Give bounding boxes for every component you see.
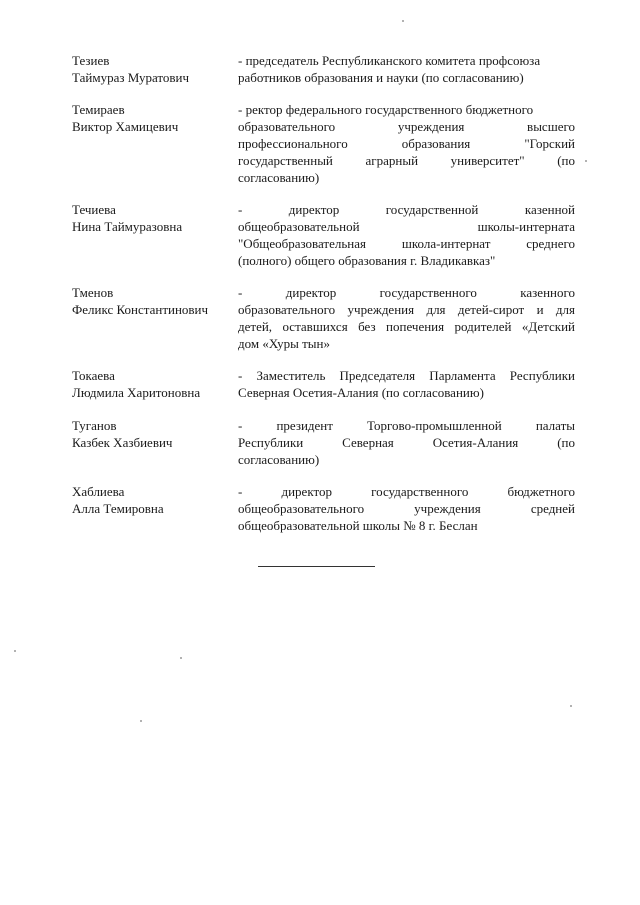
role-line: детей, оставшихся без попечения родителей «Детский xyxy=(238,319,575,334)
role-line: общеобразовательной школы № 8 г. Беслан xyxy=(238,518,478,533)
member-name xyxy=(72,284,237,318)
member-given-names: Феликс Константинович xyxy=(72,302,209,317)
member-name xyxy=(72,417,237,451)
member-name xyxy=(72,52,237,86)
member-surname: Токаева xyxy=(72,368,115,383)
member-given-names: Людмила Харитоновна xyxy=(72,385,201,400)
role-line: Северная Осетия-Алания (по согласованию) xyxy=(238,385,484,400)
member-given-names: Казбек Хазбиевич xyxy=(72,435,173,450)
member-role xyxy=(238,52,575,86)
member-surname: Течиева xyxy=(72,202,116,217)
role-line: государственный аграрный университет" (по xyxy=(238,153,575,168)
member-given-names: Таймураз Муратович xyxy=(72,70,190,85)
scan-speck xyxy=(14,650,16,652)
member-name xyxy=(72,101,237,135)
member-name xyxy=(72,367,237,401)
member-role xyxy=(238,284,575,352)
scan-speck xyxy=(140,720,142,722)
role-line: (полного) общего образования г. Владикавказ" xyxy=(238,253,496,268)
member-given-names: Нина Таймуразовна xyxy=(72,219,183,234)
role-line: - председатель Республиканского комитета профсоюза xyxy=(238,53,541,68)
role-line: образовательного учреждения для детей-сирот и для xyxy=(238,302,575,317)
role-line: Республики Северная Осетия-Алания (по xyxy=(238,435,575,450)
role-line: согласованию) xyxy=(238,170,320,185)
member-name xyxy=(72,483,237,517)
role-line: общеобразовательного учреждения средней xyxy=(238,501,575,516)
role-line: - директор государственной казенной xyxy=(238,202,575,217)
role-line: общеобразовательной школы-интерната xyxy=(238,219,575,234)
scan-speck xyxy=(402,20,404,22)
member-name xyxy=(72,201,237,235)
member-surname: Тезиев xyxy=(72,53,110,68)
member-role xyxy=(238,417,575,468)
member-surname: Темираев xyxy=(72,102,125,117)
closing-divider xyxy=(258,566,375,567)
role-line: работников образования и науки (по согласованию) xyxy=(238,70,524,85)
role-line: дом «Хуры тын» xyxy=(238,336,330,351)
scan-speck xyxy=(180,657,182,659)
role-line: профессионального образования "Горский xyxy=(238,136,575,151)
role-line: "Общеобразовательная школа-интернат среднего xyxy=(238,236,575,251)
member-given-names: Алла Темировна xyxy=(72,501,164,516)
member-role xyxy=(238,201,575,269)
role-line: - директор государственного казенного xyxy=(238,285,575,300)
role-line: - ректор федерального государственного бюджетного xyxy=(238,102,534,117)
member-role xyxy=(238,367,575,401)
member-role xyxy=(238,101,575,186)
member-role xyxy=(238,483,575,534)
member-surname: Хаблиева xyxy=(72,484,125,499)
role-line: - Заместитель Председателя Парламента Республики xyxy=(238,368,575,383)
role-line: образовательного учреждения высшего xyxy=(238,119,575,134)
role-line: - президент Торгово-промышленной палаты xyxy=(238,418,575,433)
member-given-names: Виктор Хамицевич xyxy=(72,119,179,134)
scan-speck xyxy=(570,705,572,707)
role-line: согласованию) xyxy=(238,452,320,467)
member-surname: Тменов xyxy=(72,285,114,300)
member-surname: Туганов xyxy=(72,418,117,433)
scan-speck xyxy=(585,160,587,162)
role-line: - директор государственного бюджетного xyxy=(238,484,575,499)
